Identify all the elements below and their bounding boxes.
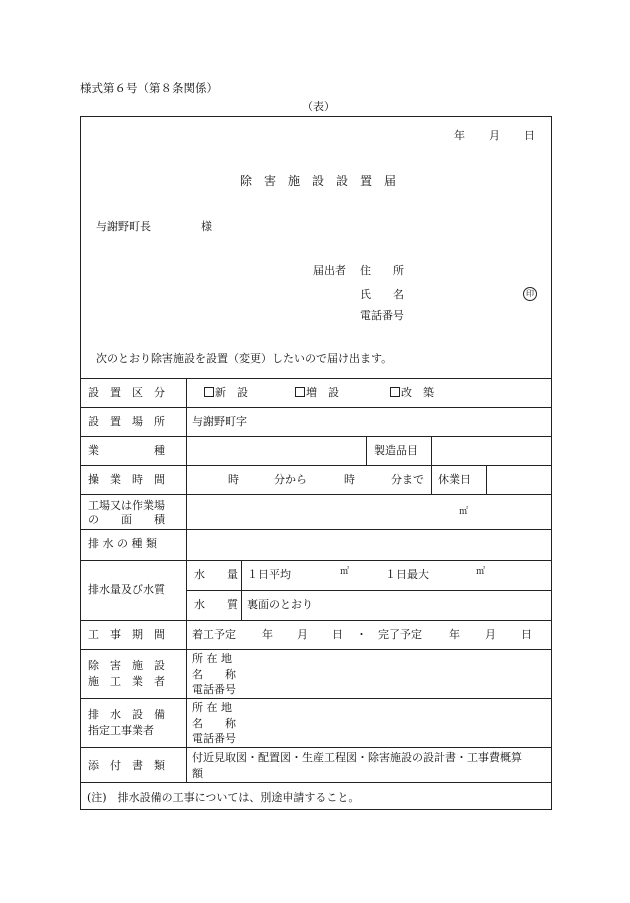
- checkbox-modify[interactable]: [390, 387, 400, 397]
- end-month: 月: [485, 628, 496, 641]
- hours-to-m: 分まで: [391, 473, 424, 486]
- end-day: 日: [521, 628, 532, 641]
- option-new[interactable]: [204, 387, 248, 398]
- checkbox-new[interactable]: [204, 387, 214, 397]
- contractor-label-1: 除 害 施 設: [88, 659, 165, 672]
- date-day: 日: [524, 129, 535, 142]
- option-new-label: 新 設: [215, 386, 248, 399]
- hours-from-h: 時: [228, 473, 239, 486]
- start-day: 日: [332, 628, 343, 641]
- form-title: 除 害 施 設 設 置 届: [240, 174, 397, 188]
- option-add-label: 増 設: [306, 386, 339, 399]
- end-label: 完了予定: [378, 628, 422, 641]
- attachments-label: 添 付 書 類: [88, 759, 165, 772]
- form-number: 様式第６号（第８条関係）: [80, 81, 218, 95]
- daily-max-label: １日最大: [385, 568, 429, 581]
- daily-max-unit: ㎥: [476, 567, 486, 577]
- drain-contractor-label-1: 排 水 設 備: [88, 708, 165, 721]
- period-label: 工 事 期 間: [88, 628, 165, 641]
- start-year: 年: [262, 628, 273, 641]
- quality-value: 裏面のとおり: [247, 598, 313, 611]
- option-add[interactable]: [295, 387, 339, 398]
- area-label-2: の 面 積: [88, 513, 165, 526]
- holiday-label: 休業日: [438, 473, 471, 486]
- contractor-location-label: 所 在 地: [192, 652, 232, 665]
- notification-form: [80, 116, 552, 810]
- drain-phone-label: 電話番号: [192, 732, 236, 745]
- drain-contractor-label-2: 指定工事業者: [88, 724, 154, 737]
- water-type-label: 排 水 の 種 類: [88, 537, 157, 550]
- contractor-phone-label: 電話番号: [192, 683, 236, 696]
- date-month: 月: [489, 129, 500, 142]
- end-year: 年: [449, 628, 460, 641]
- statement: 次のとおり除害施設を設置（変更）したいので届け出ます。: [96, 352, 393, 365]
- daily-avg-label: １日平均: [247, 568, 291, 581]
- contractor-name-label: 名 称: [192, 668, 236, 681]
- attachments-value-2: 額: [192, 767, 203, 780]
- drain-name-label: 名 称: [192, 717, 236, 730]
- option-modify-label: 改 築: [401, 386, 434, 399]
- phone-label: 電話番号: [360, 309, 404, 322]
- hours-to-h: 時: [344, 473, 355, 486]
- quality-label: 水 質: [194, 598, 238, 611]
- business-label: 業 種: [88, 444, 165, 457]
- contractor-label-2: 施 工 業 者: [88, 675, 165, 688]
- date-year: 年: [454, 129, 465, 142]
- area-label-1: 工場又は作業場: [88, 499, 165, 512]
- start-month: 月: [297, 628, 308, 641]
- volume-quality-label: 排水量及び水質: [88, 583, 165, 596]
- attachments-value-1: 付近見取図・配置図・生産工程図・除害施設の設計書・工事費概算: [192, 751, 522, 764]
- install-type-label: 設 置 区 分: [88, 386, 165, 399]
- products-label: 製造品目: [374, 444, 418, 457]
- drain-location-label: 所 在 地: [192, 701, 232, 714]
- hours-from-m: 分から: [274, 473, 307, 486]
- honorific: 様: [201, 220, 212, 233]
- seal-mark: 印: [523, 287, 537, 301]
- address-label: 住 所: [360, 264, 404, 277]
- note: (注) 排水設備の工事については、別途申請すること。: [87, 791, 360, 804]
- location-value[interactable]: 与謝野町字: [192, 415, 247, 428]
- option-modify[interactable]: [390, 387, 434, 398]
- start-label: 着工予定: [192, 628, 236, 641]
- addressee: 与謝野町長: [96, 220, 151, 233]
- location-label: 設 置 場 所: [88, 415, 165, 428]
- name-label: 氏 名: [360, 288, 404, 301]
- side-label: （表）: [302, 100, 335, 113]
- volume-label: 水 量: [194, 568, 238, 581]
- period-separator: ・: [356, 628, 367, 641]
- applicant-label: 届出者: [313, 264, 346, 277]
- hours-label: 操 業 時 間: [88, 473, 165, 486]
- daily-avg-unit: ㎥: [340, 567, 350, 577]
- checkbox-add[interactable]: [295, 387, 305, 397]
- area-unit: ㎡: [459, 507, 469, 517]
